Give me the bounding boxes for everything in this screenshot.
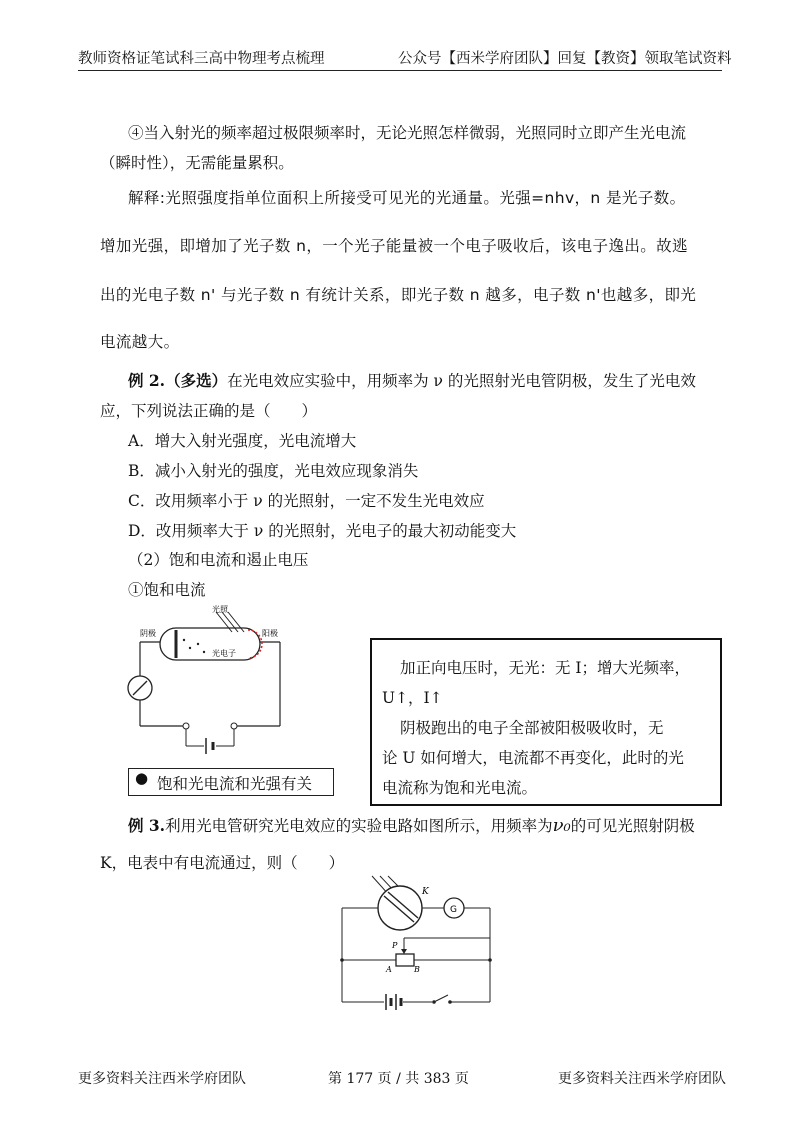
saturation-current-box (370, 638, 722, 806)
example2-option-a: A．增大入射光强度，光电流增大 (128, 432, 357, 450)
bullet-note-text: 饱和光电流和光强有关 (157, 775, 313, 793)
experiment-circuit-diagram (340, 874, 500, 1014)
explain-line2: 增加光强，即增加了光子数 n，一个光子能量被一个电子吸收后，该电子逸出。故逃 (100, 237, 688, 255)
section2-title: （2）饱和电流和遏止电压 (128, 551, 309, 569)
section2-sub: ①饱和电流 (128, 581, 206, 599)
footer-page-number: 第 177 页 / 共 383 页 (328, 1071, 469, 1087)
box-line2: U↑，I↑ (382, 689, 443, 707)
example3-label: 例 3. (128, 816, 166, 835)
box-line5: 电流称为饱和光电流。 (382, 779, 538, 797)
para4-line1: ④当入射光的频率超过极限频率时，无论光照怎样微弱，光照同时立即产生光电流 (128, 124, 687, 142)
footer-left: 更多资料关注西米学府团队 (78, 1071, 246, 1087)
example2-option-b: B．减小入射光的强度，光电效应现象消失 (128, 462, 419, 480)
label-anode: 阳极 (262, 629, 278, 638)
explain-line1: 解释:光照强度指单位面积上所接受可见光的光通量。光强=nhv，n 是光子数。 (128, 189, 686, 207)
label-cathode: 阴极 (140, 629, 156, 638)
phototube-k (378, 886, 422, 930)
example3-stem-line1 (128, 814, 695, 836)
label-photoelectron: 光电子 (212, 649, 236, 658)
example2-label: 例 2.（多选） (128, 371, 228, 390)
label-light: 光照 (212, 605, 228, 614)
label-b: B (414, 965, 420, 974)
box-line1: 加正向电压时，无光：无 I；增大光频率， (400, 659, 691, 677)
rheostat (396, 954, 414, 966)
box-line4: 论 U 如何增大，电流都不再变化，此时的光 (382, 749, 684, 767)
label-k: K (422, 887, 429, 897)
header-left: 教师资格证笔试科三高中物理考点梳理 (78, 51, 325, 67)
box-line3: 阴极跑出的电子全部被阳极吸收时，无 (400, 719, 664, 737)
example2-stem1: 在光电效应实验中，用频率为 ν 的光照射光电管阴极，发生了光电效 (227, 372, 696, 390)
example3-stem-line2: K，电表中有电流通过，则（ ） (100, 854, 345, 872)
explain-line4: 电流越大。 (100, 333, 180, 351)
explain-line3: 出的光电子数 n' 与光子数 n 有统计关系，即光子数 n 越多，电子数 n'也越多，即光 (100, 286, 697, 304)
bullet-icon: ● (135, 769, 149, 787)
label-p: P (392, 941, 398, 950)
header-divider (78, 70, 722, 71)
example2-option-c: C．改用频率小于 ν 的光照射，一定不发生光电效应 (128, 492, 485, 510)
footer-right: 更多资料关注西米学府团队 (558, 1071, 726, 1087)
example3-stem1: 利用光电管研究光电效应的实验电路如图所示，用频率为 (165, 817, 553, 835)
para4-line2: （瞬时性），无需能量累积。 (100, 154, 294, 172)
example3-nu0: ν₀ (552, 815, 571, 836)
example2-option-d: D．改用频率大于 ν 的光照射，光电子的最大初动能变大 (128, 522, 517, 540)
switch-icon (434, 995, 448, 1002)
example3-stem1-tail: 的可见光照射阴极 (570, 817, 695, 835)
header-right: 公众号【西米学府团队】回复【教资】领取笔试资料 (398, 51, 732, 67)
phototube-circuit-diagram (120, 606, 320, 766)
label-g: G (450, 905, 457, 915)
example2-stem-line2: 应，下列说法正确的是（ ） (100, 402, 318, 420)
example2-stem-line1 (128, 369, 696, 391)
label-a: A (386, 965, 392, 974)
bullet-note-box (128, 768, 334, 796)
